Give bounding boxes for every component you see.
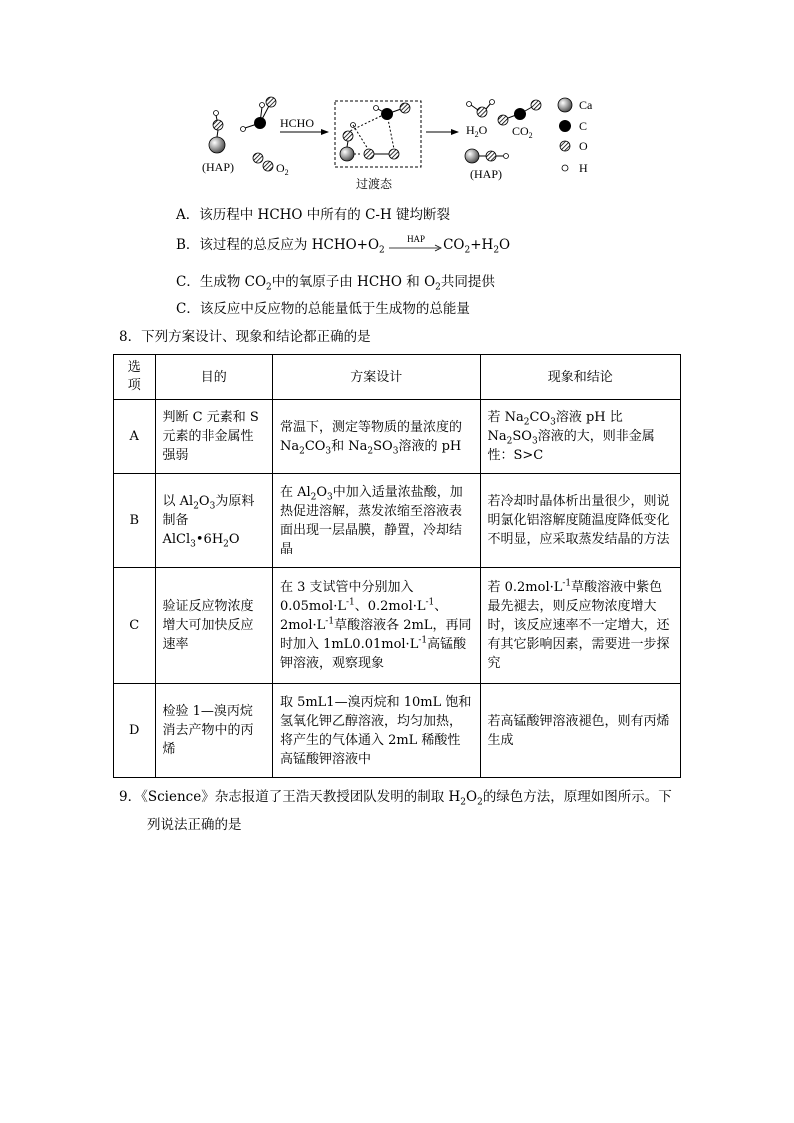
reaction-mechanism-diagram (190, 92, 610, 196)
hap-label-right: (HAP) (470, 167, 502, 181)
legend-c-swatch (559, 120, 571, 132)
row-purpose: 以 $Al_2O_3$为原料制备 $AlCl_3•6H_2O$ (155, 474, 272, 568)
row-design: 在 $Al_2O_3$中加入适量浓盐酸，加热促进溶解，蒸发浓缩至溶液表面出现一层晶膜，静置，冷却结晶 (272, 474, 480, 568)
table-row (114, 474, 681, 568)
row-option: B (114, 474, 156, 568)
reactant-hap-group (202, 111, 234, 175)
row-design: 取 5mL1—溴丙烷和 10mL 饱和氢氧化钾乙醇溶液，均匀加热，将产生的气体通入 2mL 稀酸性高锰酸钾溶液中 (272, 684, 480, 778)
h2o-label: $H_2O$ (466, 123, 488, 139)
arrow-icon (389, 242, 443, 254)
hap-label-left: (HAP) (202, 160, 234, 174)
legend-o-label: O (579, 139, 588, 153)
header-result: 现象和结论 (480, 355, 681, 400)
o2-label: $O_2$ (276, 161, 289, 177)
hcho-molecule (241, 97, 315, 132)
q9-stem-line1: 9．《Science》杂志报道了王浩天教授团队发明的制取 $H_2O_2$的绿色方法，原理如图所示。下 (119, 789, 672, 808)
row-result: 若 $Na_2CO_3$溶液 pH 比 $Na_2SO_3$溶液的大，则非金属性：S>C (480, 400, 681, 474)
table-row (114, 400, 681, 474)
o2-molecule (253, 153, 289, 177)
transition-state-label: 过渡态 (356, 177, 393, 191)
row-option: A (114, 400, 156, 474)
catalyst-label: HAP (407, 233, 426, 244)
row-design: 常温下，测定等物质的量浓度的 $Na_2CO_3$和 $Na_2SO_3$溶液的 pH (272, 400, 480, 474)
legend-c-label: C (579, 119, 588, 133)
co2-label: $CO_2$ (512, 124, 533, 140)
q9-stem-line2: 列说法正确的是 (147, 817, 242, 833)
row-option: C (114, 568, 156, 684)
legend-ca-swatch (558, 98, 572, 112)
legend-o-swatch (560, 141, 570, 151)
transition-state (335, 101, 421, 191)
row-result: 若冷却时晶体析出量很少，则说明氯化铝溶解度随温度降低变化不明显，应采取蒸发结晶的方法 (480, 474, 681, 568)
legend-h-swatch (562, 165, 568, 171)
table-row (114, 684, 681, 778)
q8-stem: 8．下列方案设计、现象和结论都正确的是 (119, 329, 371, 345)
row-purpose: 检验 1—溴丙烷消去产物中的丙烯 (155, 684, 272, 778)
table-header-row (114, 355, 681, 400)
catalyst-arrow (389, 233, 443, 252)
row-result: 若 $0.2mol\cdot L^{-1}$草酸溶液中紫色最先褪去，则反应物浓度增大时，该反应速率不一定增大，还有其它影响因素，需要进一步探究 (480, 568, 681, 684)
atom-legend (558, 98, 593, 175)
hcho-label: HCHO (280, 116, 315, 130)
header-design: 方案设计 (272, 355, 480, 400)
row-purpose: 验证反应物浓度增大可加快反应速率 (155, 568, 272, 684)
header-option: 选项 (114, 355, 156, 400)
row-design: 在 3 支试管中分别加入 $0.05mol\cdot L^{-1}$、$0.2mol\cdot L^{-1}$、$2mol\cdot L^{-1}$草酸溶液各 2mL，再同时加入 $1mL0.01mol\cdot L^{-1}$高锰酸钾溶液，观察现象 (272, 568, 480, 684)
h2o-molecule (466, 100, 495, 140)
product-hap-group (465, 149, 509, 181)
q7-option-c: C．生成物 $CO_2$中的氧原子由 HCHO 和 $O_2$共同提供 (176, 274, 495, 293)
header-purpose: 目的 (155, 355, 272, 400)
q7-option-a: A．该历程中 HCHO 中所有的 C-H 键均断裂 (176, 207, 451, 223)
q7-option-d: C．该反应中反应物的总能量低于生成物的总能量 (176, 301, 470, 317)
table-row (114, 568, 681, 684)
co2-molecule (498, 100, 541, 140)
legend-ca-label: Ca (579, 98, 593, 112)
legend-h-label: H (579, 161, 588, 175)
q7-option-b: B．该过程的总反应为 $HCHO+O_2$ HAP $CO_2+H_2O$ (176, 236, 510, 254)
row-option: D (114, 684, 156, 778)
row-result: 若高锰酸钾溶液褪色，则有丙烯生成 (480, 684, 681, 778)
row-purpose: 判断 C 元素和 S 元素的非金属性强弱 (155, 400, 272, 474)
q8-options-table (113, 354, 681, 778)
